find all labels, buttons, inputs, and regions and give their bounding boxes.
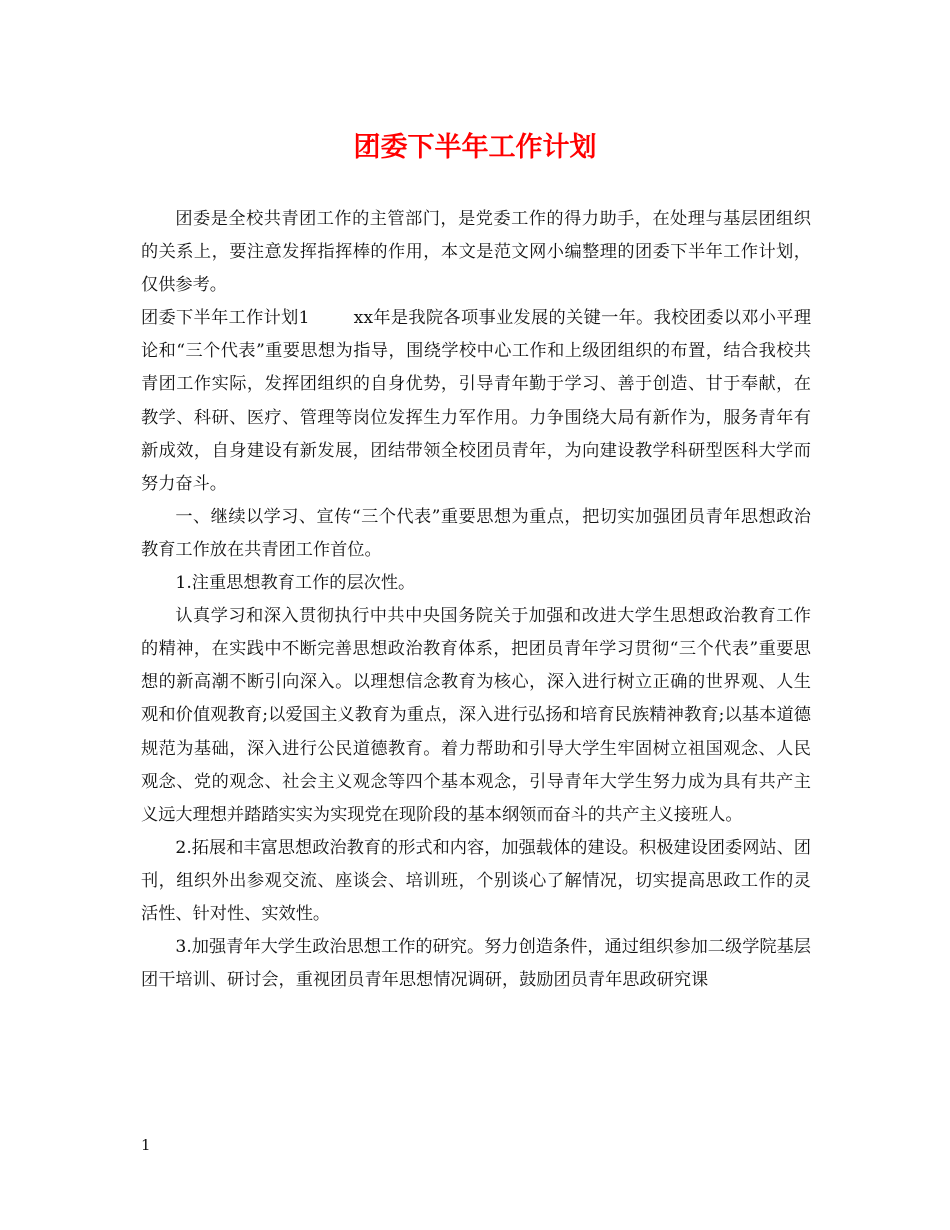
item-1-heading: 1.注重思想教育工作的层次性。 xyxy=(175,573,416,594)
document-title: 团委下半年工作计划 xyxy=(353,132,597,163)
item-1-body: 认真学习和深入贯彻执行中共中央国务院关于加强和改进大学生思想政治教育工作的精神，在实践中不断完善思想政治教育体系，把团员青年学习贯彻“三个代表”重要思想的新高潮不断引向深入。以理想信念教育为核心，深入进行树立正确的世界观、人生观和价值观教育;以爱国主义教育为重点，深入进行弘扬和培育民族精神教育;以基本道德规范为基础，深入进行公民道德教育。着力帮助和引导大学生牢固树立祖国观念、人民观念、党的观念、社会主义观念等四个基本观念，引导青年大学生努力成为具有共产主义远大理想并踏踏实实为实现党在现阶段的基本纲领而奋斗的共产主义接班人。 xyxy=(141,606,811,825)
item-3-paragraph: 3.加强青年大学生政治思想工作的研究。努力创造条件，通过组织参加二级学院基层团干培训、研讨会，重视团员青年思想情况调研，鼓励团员青年思政研究课 xyxy=(141,937,811,991)
item-2-paragraph: 2.拓展和丰富思想政治教育的形式和内容，加强载体的建设。积极建设团委网站、团刊，组织外出参观交流、座谈会、培训班，个别谈心了解情况，切实提高思政工作的灵活性、针对性、实效性。 xyxy=(141,837,811,924)
page-number: 1 xyxy=(141,1136,151,1154)
plan-heading: 团委下半年工作计划1 xyxy=(141,308,310,329)
document-body xyxy=(141,203,811,997)
plan-intro-paragraph xyxy=(141,302,811,501)
section-1-paragraph: 一、继续以学习、宣传“三个代表”重要思想为重点，把切实加强团员青年思想政治教育工作放在共青团工作首位。 xyxy=(141,506,811,560)
plan-intro-text: xx年是我院各项事业发展的关键一年。我校团委以邓小平理论和“三个代表”重要思想为指导，围绕学校中心工作和上级团组织的布置，结合我校共青团工作实际，发挥团组织的自身优势，引导青年勤于学习、善于创造、甘于奉献，在教学、科研、医疗、管理等岗位发挥生力军作用。力争围绕大局有新作为，服务青年有新成效，自身建设有新发展，团结带领全校团员青年，为向建设教学科研型医科大学而努力奋斗。 xyxy=(141,308,812,494)
intro-paragraph: 团委是全校共青团工作的主管部门，是党委工作的得力助手，在处理与基层团组织的关系上，要注意发挥指挥棒的作用，本文是范文网小编整理的团委下半年工作计划，仅供参考。 xyxy=(141,209,811,296)
